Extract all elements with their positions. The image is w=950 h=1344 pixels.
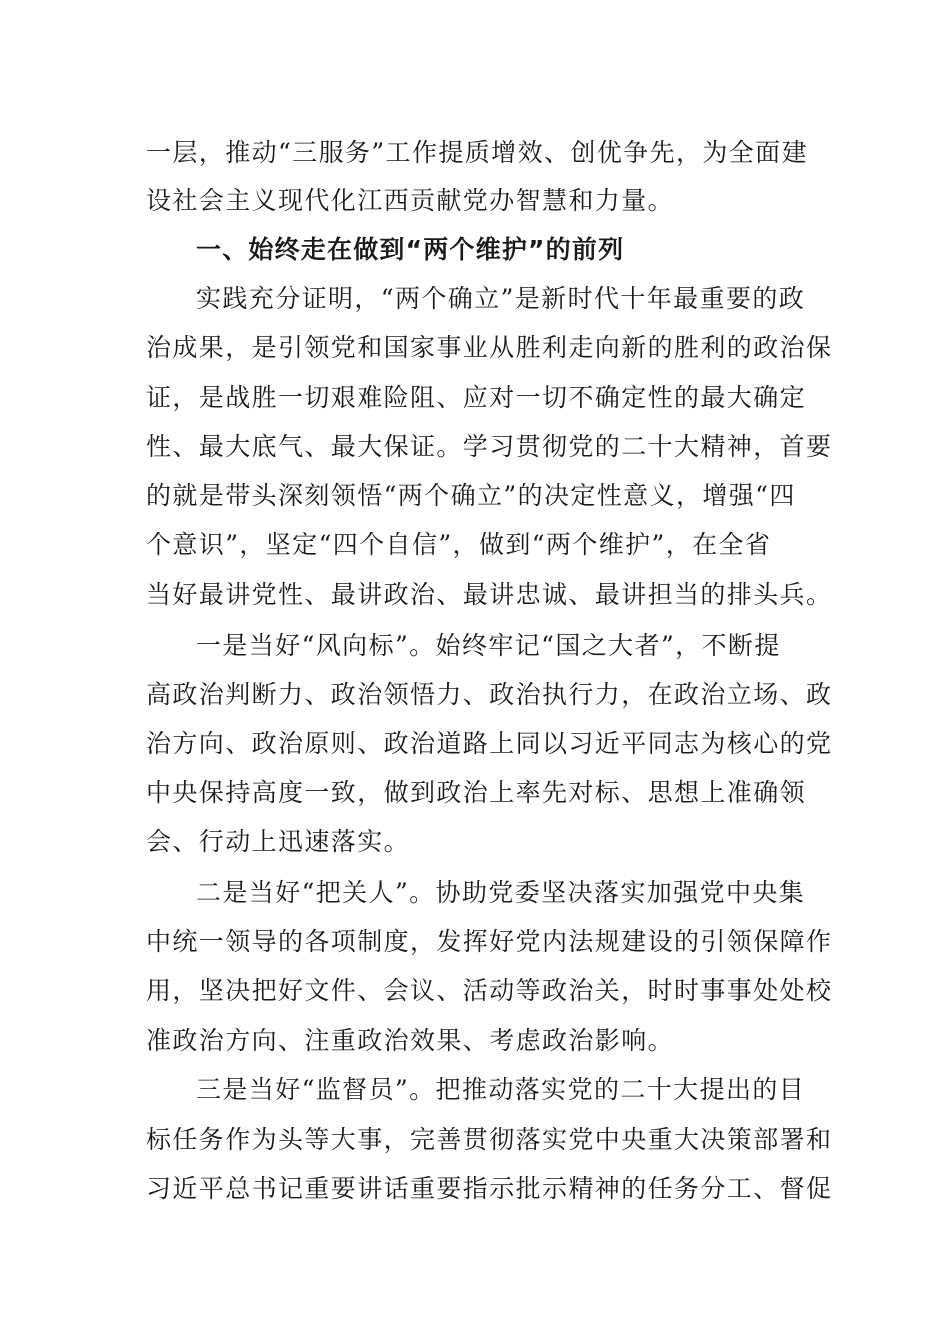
body-text-line: 治成果，是引领党和国家事业从胜利走向新的胜利的政治保	[146, 333, 833, 362]
body-text-line: 高政治判断力、政治领悟力、政治执行力，在政治立场、政	[146, 680, 833, 709]
body-text-line: 的就是带头深刻领悟“两个确立”的决定性意义，增强“四	[146, 481, 796, 510]
body-text-line: 个意识”，坚定“四个自信”，做到“两个维护”，在全省	[146, 530, 772, 559]
body-text-line: 中统一领导的各项制度，发挥好党内法规建设的引领保障作	[146, 927, 833, 956]
body-text-line: 会、行动上迅速落实。	[146, 827, 411, 856]
body-text-line: 证，是战胜一切艰难险阻、应对一切不确定性的最大确定	[146, 383, 807, 412]
body-text-line: 当好最讲党性、最讲政治、最讲忠诚、最讲担当的排头兵。	[146, 580, 833, 609]
body-text-line: 标任务作为头等大事，完善贯彻落实党中央重大决策部署和	[146, 1125, 833, 1154]
body-text-line: 性、最大底气、最大保证。学习贯彻党的二十大精神，首要	[146, 432, 833, 461]
body-text-line: 一层，推动“三服务”工作提质增效、创优争先，为全面建	[146, 138, 808, 167]
body-text-line: 中央保持高度一致，做到政治上率先对标、思想上准确领	[146, 778, 807, 807]
section-heading: 一、始终走在做到“两个维护”的前列	[196, 235, 625, 264]
paragraph-first-line: 实践充分证明，“两个确立”是新时代十年最重要的政	[196, 284, 806, 313]
body-text-line: 准政治方向、注重政治效果、考虑政治影响。	[146, 1026, 675, 1055]
paragraph-first-line: 三是当好“监督员”。把推动落实党的二十大提出的目	[196, 1075, 806, 1104]
body-text-line: 设社会主义现代化江西贡献党办智慧和力量。	[146, 186, 675, 215]
paragraph-first-line: 一是当好“风向标”。始终牢记“国之大者”，不断提	[196, 631, 781, 660]
paragraph-first-line: 二是当好“把关人”。协助党委坚决落实加强党中央集	[196, 878, 806, 907]
body-text-line: 用，坚决把好文件、会议、活动等政治关，时时事事处处校	[146, 976, 833, 1005]
body-text-line: 习近平总书记重要讲话重要指示批示精神的任务分工、督促	[146, 1174, 833, 1203]
body-text-line: 治方向、政治原则、政治道路上同以习近平同志为核心的党	[146, 729, 833, 758]
